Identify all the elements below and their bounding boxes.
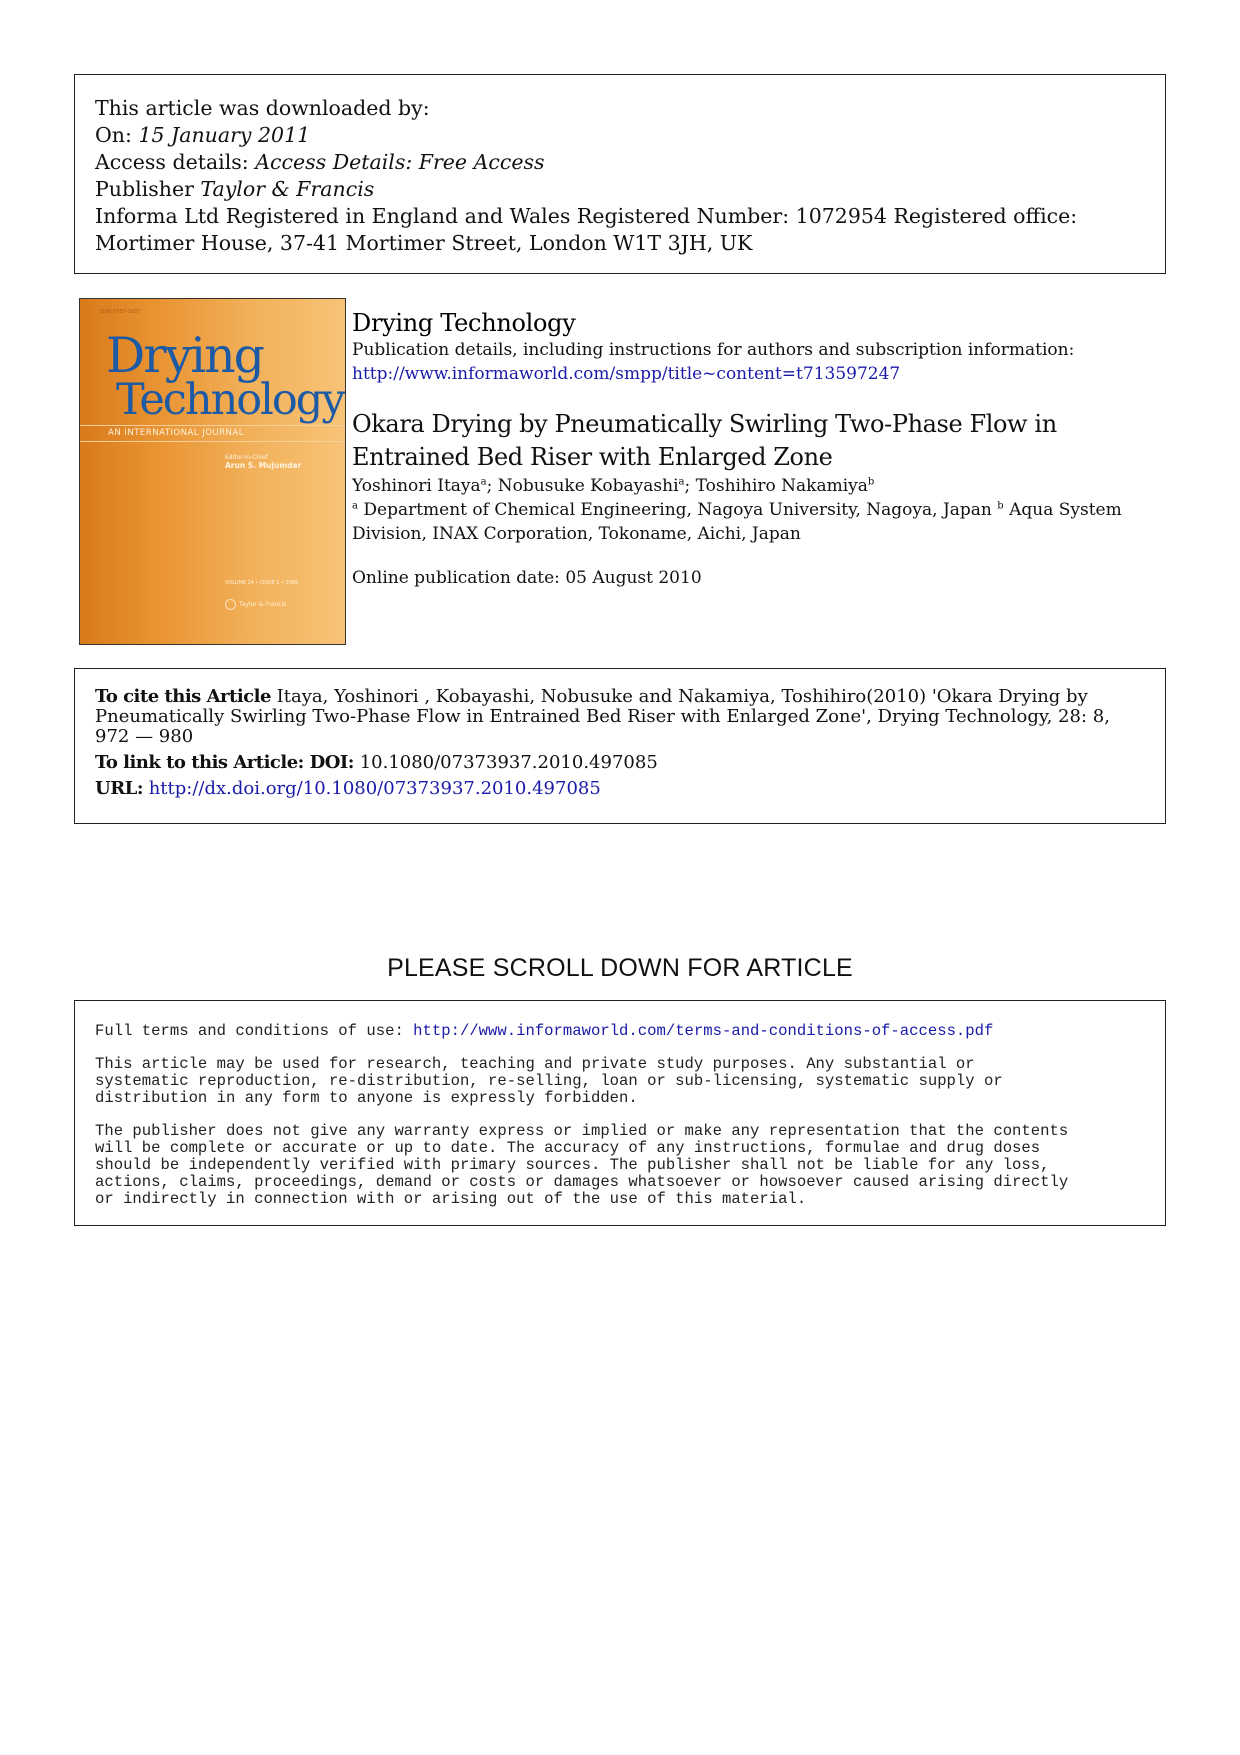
- on-label: On:: [95, 123, 139, 147]
- publication-details: Publication details, including instructions for authors and subscription information:: [352, 340, 1075, 360]
- journal-name: Drying Technology: [352, 309, 576, 337]
- registration-text: Informa Ltd Registered in England and Wales Registered Number: 1072954 Registered office: Mortimer House, 37-41 Mortimer Street, London W1T 3JH, UK: [95, 204, 1078, 255]
- cover-tiny-text: ISSN 0737-3937: [100, 309, 141, 315]
- doi-url-link[interactable]: http://dx.doi.org/10.1080/07373937.2010.497085: [148, 778, 601, 799]
- author-name: Nobusuke Kobayashi: [497, 476, 679, 496]
- affiliation-a: Department of Chemical Engineering, Nagoya University, Nagoya, Japan: [363, 500, 992, 520]
- affiliation-marker: b: [997, 500, 1004, 512]
- cover-editor-label: Editor-in-Chief: [225, 454, 268, 461]
- author-name: Toshihiro Nakamiya: [695, 476, 868, 496]
- journal-url-link[interactable]: http://www.informaworld.com/smpp/title~content=t713597247: [352, 364, 901, 384]
- cover-divider: [80, 441, 345, 442]
- publisher-label: Publisher: [95, 177, 201, 201]
- terms-box: [74, 1000, 1166, 1226]
- cover-title-line2: Technology: [116, 375, 344, 425]
- download-info-box: [74, 74, 1166, 274]
- cover-subtitle: AN INTERNATIONAL JOURNAL: [108, 428, 244, 438]
- cover-editor: Arun S. Mujumdar: [225, 461, 302, 470]
- access-details: Access Details: Free Access: [255, 150, 545, 174]
- terms-usage-paragraph: This article may be used for research, teaching and private study purposes. Any substantial or systematic reproduction, re-distribution, re-selling, loan or sub-licensing, systematic supply or distribution in any form to anyone is expressly forbidden.: [95, 1055, 1003, 1107]
- author-name: Yoshinori Itaya: [352, 476, 481, 496]
- terms-url-link[interactable]: http://www.informaworld.com/terms-and-conditions-of-access.pdf: [413, 1022, 994, 1040]
- doi-label: To link to this Article: DOI:: [95, 752, 354, 773]
- terms-disclaimer-paragraph: The publisher does not give any warranty express or implied or make any representation that the contents will be complete or accurate or up to date. The accuracy of any instructions, formulae and drug doses should be independently verified with primary sources. The publisher shall not be liable for any loss, actions, claims, proceedings, demand or costs or damages whatsoever or howsoever caused arising directly or indirectly in connection with or arising out of the use of this material.: [95, 1122, 1069, 1208]
- cite-label: To cite this Article: [95, 686, 271, 707]
- download-date-line: [95, 122, 1145, 149]
- terms-url-line: [95, 1023, 1145, 1040]
- cite-row: [95, 687, 1145, 747]
- author-list: Yoshinori Itaya$^a$; Nobusuke Kobayashi$^a$; Toshihiro Nakamiya$^b$: [352, 476, 875, 496]
- doi-row: [95, 753, 1145, 773]
- download-date: 15 January 2011: [138, 123, 311, 147]
- access-details-line: [95, 149, 1145, 176]
- publisher-name: Taylor & Francis: [200, 177, 375, 201]
- article-metadata: [352, 308, 1152, 590]
- affiliation-marker: a: [480, 476, 487, 488]
- journal-cover-image: [79, 298, 346, 645]
- citation-box: [74, 668, 1166, 824]
- cover-title-line1: Drying: [106, 327, 263, 384]
- access-label: Access details:: [95, 150, 256, 174]
- download-line: This article was downloaded by:: [95, 96, 430, 120]
- scroll-notice: PLEASE SCROLL DOWN FOR ARTICLE: [387, 954, 853, 982]
- article-title: Okara Drying by Pneumatically Swirling Two-Phase Flow in Entrained Bed Riser with Enlarged Zone: [352, 410, 1057, 471]
- url-label: URL:: [95, 778, 143, 799]
- cover-publisher: Taylor & Francis: [239, 601, 287, 608]
- affiliation-marker: b: [867, 476, 875, 488]
- affiliation-b: Aqua System Division, INAX Corporation, Tokoname, Aichi, Japan: [352, 500, 1122, 544]
- affiliation-marker: a: [352, 500, 358, 512]
- cite-text: Itaya, Yoshinori , Kobayashi, Nobusuke and Nakamiya, Toshihiro(2010) 'Okara Drying by Pneumatically Swirling Two-Phase Flow in Entrained Bed Riser with Enlarged Zone', Drying Technology, 28: 8, 972 — 980: [95, 686, 1110, 747]
- online-publication-date: Online publication date: 05 August 2010: [352, 568, 702, 588]
- affiliations: [352, 498, 1152, 546]
- url-row: [95, 779, 1145, 799]
- cover-divider: [80, 425, 345, 426]
- terms-label: Full terms and conditions of use:: [95, 1022, 414, 1040]
- doi-value: 10.1080/07373937.2010.497085: [359, 752, 658, 773]
- cover-volume: VOLUME 24 • ISSUE 1 • 2006: [225, 580, 299, 586]
- publisher-logo-icon: [225, 599, 236, 610]
- affiliation-marker: a: [678, 476, 685, 488]
- publisher-line: [95, 176, 1145, 203]
